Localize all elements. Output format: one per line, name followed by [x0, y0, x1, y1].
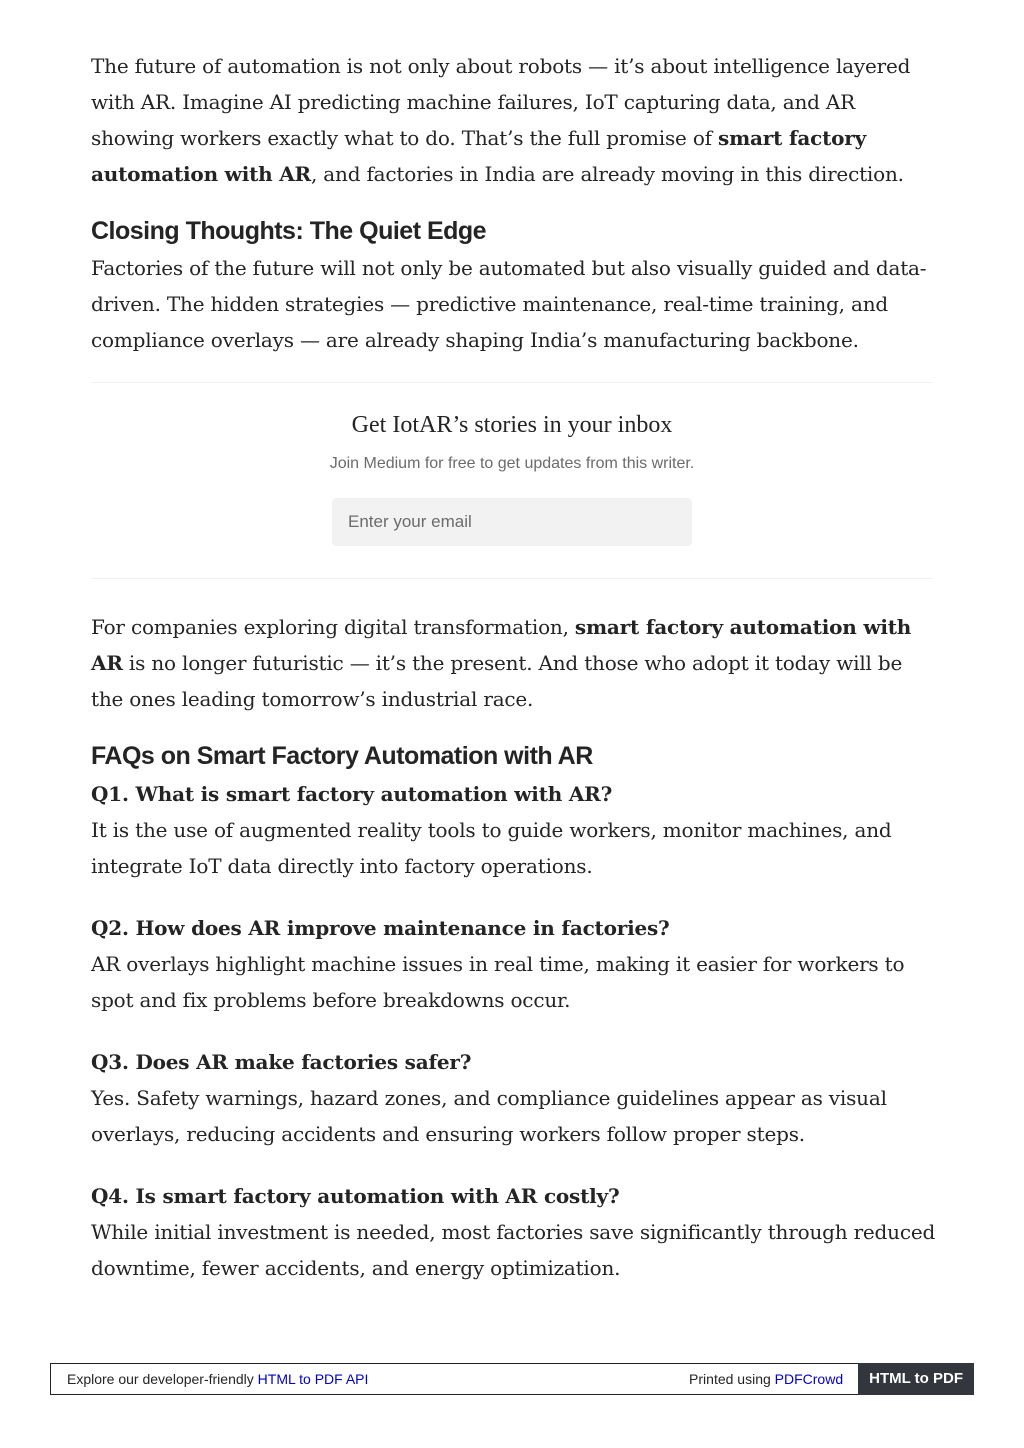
footer-text: Printed using: [689, 1371, 775, 1387]
bold-text: smart factory automation with AR: [91, 615, 912, 675]
closing-paragraph: Factories of the future will not only be automated but also visually guided and data-driven. The hidden strategies — predictive maintenance, real-time training, and compliance overlays — are already shaping India’s manufacturing backbone.: [91, 256, 927, 352]
outro-paragraph: [91, 609, 936, 717]
bold-text: smart factory automation with AR: [91, 126, 867, 186]
faq-item: [91, 1178, 936, 1286]
closing-heading: Closing Thoughts: The Quiet Edge: [91, 217, 487, 245]
subscribe-subtitle: Join Medium for free to get updates from this writer.: [329, 455, 695, 472]
text: , and factories in India are already moving in this direction.: [310, 162, 904, 186]
intro-section: [91, 48, 936, 192]
intro-paragraph: [91, 48, 936, 192]
pdfcrowd-link[interactable]: PDFCrowd: [774, 1371, 844, 1387]
footer-left: [51, 1371, 689, 1387]
faq-answer: It is the use of augmented reality tools to guide workers, monitor machines, and integrate IoT data directly into factory operations.: [91, 818, 892, 878]
divider: [91, 382, 933, 383]
footer-text: Explore our developer-friendly: [67, 1371, 258, 1387]
faq-answer: AR overlays highlight machine issues in real time, making it easier for workers to spot and fix problems before breakdowns occur.: [91, 952, 905, 1012]
pdfcrowd-footer: [50, 1363, 974, 1395]
faq-item: [91, 910, 936, 1018]
faq-answer: While initial investment is needed, most factories save significantly through reduced downtime, fewer accidents, and energy optimization.: [91, 1220, 936, 1280]
faq-question: Q1. What is smart factory automation with AR?: [91, 782, 613, 806]
faq-section: [91, 740, 936, 1286]
faq-answer: Yes. Safety warnings, hazard zones, and compliance guidelines appear as visual overlays, reducing accidents and ensuring workers follow proper steps.: [91, 1086, 887, 1146]
faq-heading: FAQs on Smart Factory Automation with AR: [91, 742, 593, 770]
faq-question: Q2. How does AR improve maintenance in factories?: [91, 916, 670, 940]
text: The future of automation is not only about robots — it’s about intelligence layered with AR. Imagine AI predicting machine failures, IoT capturing data, and AR showing workers exactly what to do. That’s the full promise of: [91, 54, 911, 150]
email-input[interactable]: [332, 498, 692, 546]
closing-section: [91, 215, 936, 358]
html-to-pdf-button[interactable]: HTML to PDF: [858, 1363, 974, 1395]
outro-section: [91, 609, 936, 717]
subscribe-title: Get IotAR’s stories in your inbox: [351, 412, 673, 438]
text: For companies exploring digital transformation,: [91, 615, 575, 639]
divider: [91, 578, 933, 579]
text: is no longer futuristic — it’s the present. And those who adopt it today will be the ones leading tomorrow’s industrial race.: [91, 651, 903, 711]
faq-item: [91, 776, 936, 884]
footer-right: [689, 1371, 858, 1387]
html-to-pdf-api-link[interactable]: HTML to PDF API: [257, 1371, 369, 1387]
faq-question: Q4. Is smart factory automation with AR costly?: [91, 1184, 620, 1208]
faq-item: [91, 1044, 936, 1152]
faq-question: Q3. Does AR make factories safer?: [91, 1050, 472, 1074]
